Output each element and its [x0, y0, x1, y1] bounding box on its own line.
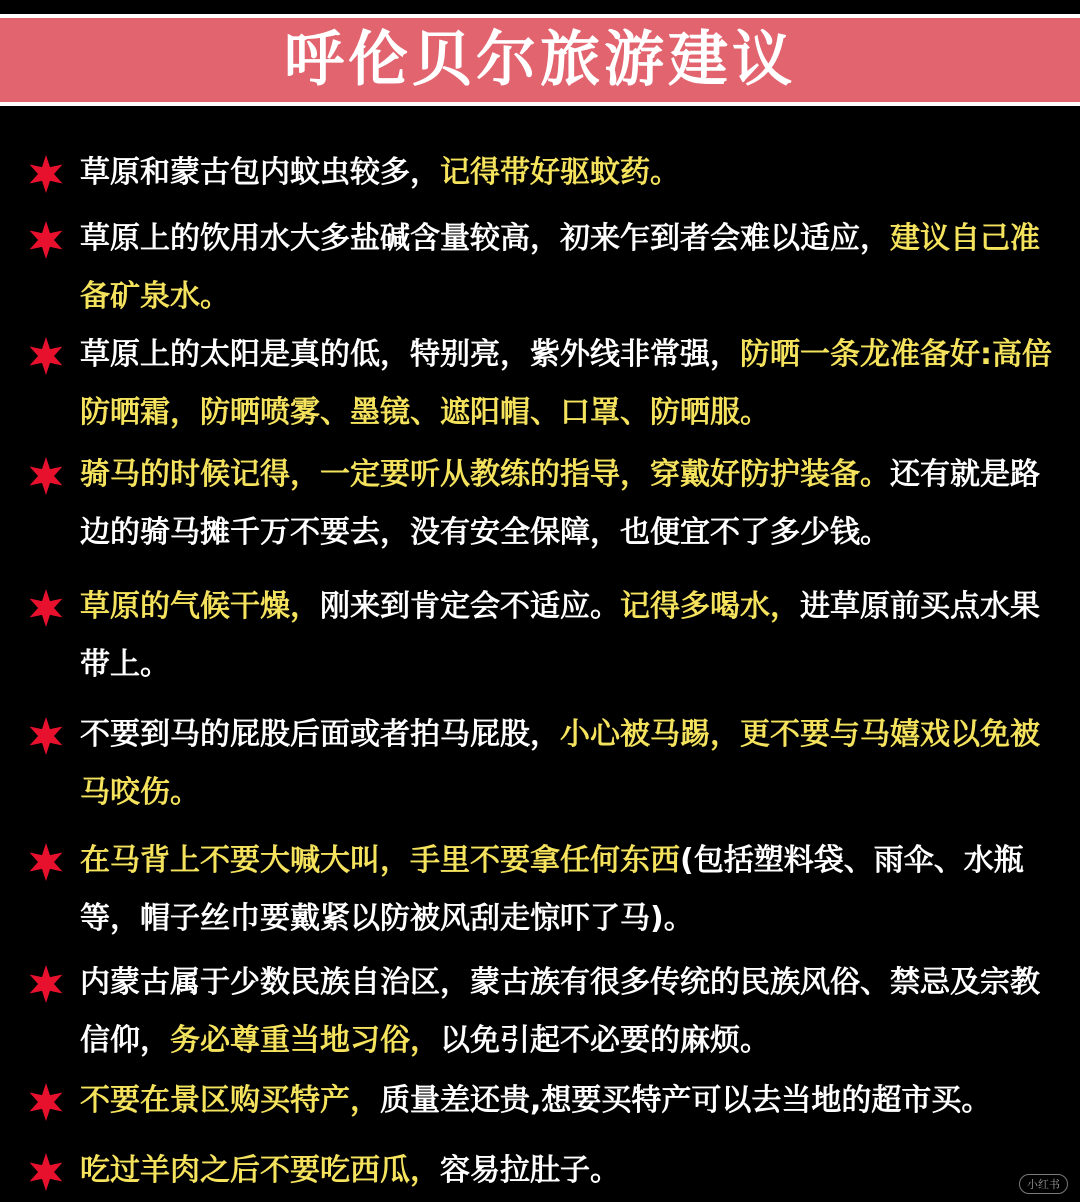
- tip-text: [80, 326, 1066, 442]
- tip-text: [80, 1072, 1066, 1130]
- tip-item: [26, 838, 1066, 948]
- red-star-icon: [26, 716, 66, 756]
- tip-normal-text: 草原和蒙古包内蚊虫较多，: [80, 155, 440, 190]
- tip-highlight-text: 不要在景区购买特产，: [80, 1083, 380, 1118]
- page-title: 呼伦贝尔旅游建议: [284, 25, 796, 95]
- tip-item: [26, 584, 1066, 694]
- tip-highlight-text: 在马背上不要大喊大叫，手里不要拿任何东西: [80, 843, 680, 878]
- red-star-icon: [26, 456, 66, 496]
- tip-normal-text: 以免引起不必要的麻烦。: [440, 1023, 770, 1058]
- tip-text: [80, 578, 1066, 694]
- red-star-icon: [26, 842, 66, 882]
- tip-normal-text: 质量差还贵,想要买特产可以去当地的超市买。: [380, 1083, 992, 1118]
- tip-highlight-text: 建议自己准备矿泉水。: [80, 221, 1040, 314]
- tip-normal-text: 内蒙古属于少数民族自治区，蒙古族有很多传统的民族风俗、禁忌及宗教信仰，: [80, 965, 1040, 1058]
- watermark-label: 小红书: [1019, 1174, 1068, 1194]
- tip-item: [26, 712, 1066, 822]
- tip-highlight-text: 记得多喝水，: [620, 589, 800, 624]
- tip-normal-text: 刚来到肯定会不适应。: [320, 589, 620, 624]
- tip-item: [26, 332, 1066, 442]
- red-star-icon: [26, 1082, 66, 1122]
- tip-text: [80, 832, 1066, 948]
- tip-item: [26, 452, 1066, 562]
- red-star-icon: [26, 154, 66, 194]
- tip-text: [80, 210, 1066, 326]
- tip-text: [80, 706, 1066, 822]
- tip-normal-text: 草原上的太阳是真的低，特别亮，紫外线非常强，: [80, 337, 740, 372]
- tip-normal-text: 容易拉肚子。: [440, 1153, 620, 1188]
- tip-item: [26, 960, 1066, 1070]
- tip-highlight-text: 吃过羊肉之后不要吃西瓜，: [80, 1153, 440, 1188]
- tip-text: [80, 144, 1066, 202]
- red-star-icon: [26, 220, 66, 260]
- tip-item: [26, 1148, 1066, 1200]
- tip-normal-text: 草原上的饮用水大多盐碱含量较高，初来乍到者会难以适应，: [80, 221, 890, 256]
- tip-highlight-text: 骑马的时候记得，一定要听从教练的指导，穿戴好防护装备。: [80, 457, 890, 492]
- red-star-icon: [26, 1152, 66, 1192]
- tip-item: [26, 150, 1066, 202]
- tip-normal-text: 还有就是路边的骑马摊千万不要去，没有安全保障，也便宜不了多少钱。: [80, 457, 1040, 550]
- tip-highlight-text: 小心被马踢，更不要与马嬉戏以免被马咬伤。: [80, 717, 1040, 810]
- tip-text: [80, 954, 1066, 1070]
- red-star-icon: [26, 336, 66, 376]
- tip-highlight-text: 务必尊重当地习俗，: [170, 1023, 440, 1058]
- tip-text: [80, 446, 1066, 562]
- red-star-icon: [26, 964, 66, 1004]
- tip-text: [80, 1142, 1066, 1200]
- tip-normal-text: 不要到马的屁股后面或者拍马屁股，: [80, 717, 560, 752]
- tip-highlight-text: 防晒一条龙准备好:高倍防晒霜，防晒喷雾、墨镜、遮阳帽、口罩、防晒服。: [80, 337, 1052, 430]
- tip-highlight-text: 记得带好驱蚊药。: [440, 155, 680, 190]
- red-star-icon: [26, 588, 66, 628]
- tip-highlight-text: 草原的气候干燥，: [80, 589, 320, 624]
- tip-normal-text: (包括塑料袋、雨伞、水瓶等，帽子丝巾要戴紧以防被风刮走惊吓了马)。: [80, 843, 1024, 936]
- tip-item: [26, 1078, 1066, 1130]
- tip-item: [26, 216, 1066, 326]
- tip-normal-text: 进草原前买点水果带上。: [80, 589, 1040, 682]
